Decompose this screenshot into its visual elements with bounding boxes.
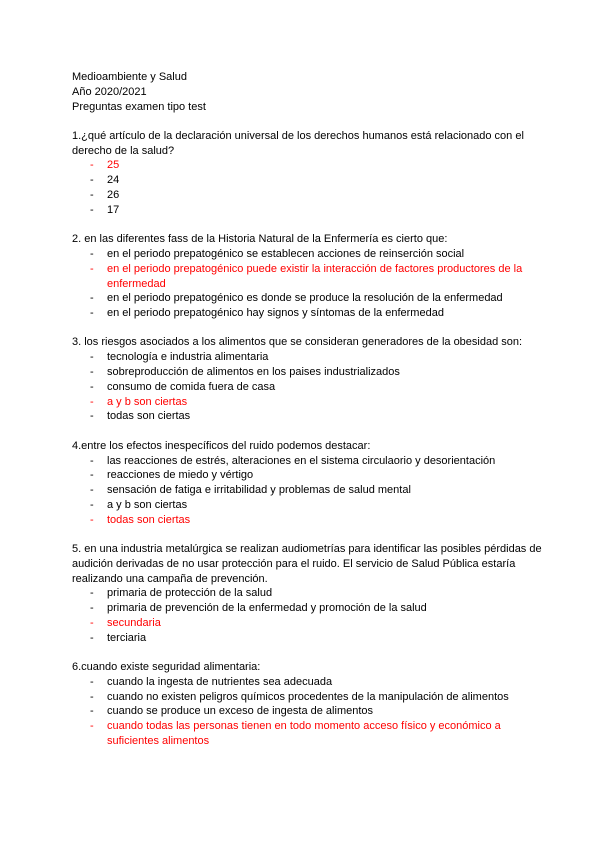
answer-option: - reacciones de miedo y vértigo bbox=[72, 468, 542, 483]
answer-options bbox=[72, 675, 542, 749]
question-block bbox=[72, 439, 542, 528]
answer-options bbox=[72, 247, 542, 321]
answer-options bbox=[72, 158, 542, 217]
answer-option: - 26 bbox=[72, 188, 542, 203]
answer-option-correct: - todas son ciertas bbox=[72, 513, 542, 528]
question-text: 2. en las diferentes fass de la Historia Natural de la Enfermería es cierto que: bbox=[72, 233, 448, 246]
answer-option: - cuando no existen peligros químicos procedentes de la manipulación de alimentos bbox=[72, 690, 542, 705]
question-text: 3. los riesgos asociados a los alimentos que se consideran generadores de la obesidad son: bbox=[72, 336, 523, 349]
answer-option: - primaria de protección de la salud bbox=[72, 586, 542, 601]
answer-option: - cuando se produce un exceso de ingesta de alimentos bbox=[72, 704, 542, 719]
answer-options bbox=[72, 586, 542, 645]
question-block bbox=[72, 232, 542, 321]
course-title: Medioambiente y Salud bbox=[72, 71, 187, 83]
answer-option: - 17 bbox=[72, 203, 542, 218]
answer-option: - las reacciones de estrés, alteraciones en el sistema circulaorio y desorientación bbox=[72, 454, 542, 469]
answer-option-correct: - 25 bbox=[72, 158, 542, 173]
question-list bbox=[72, 129, 542, 749]
answer-option: - en el periodo prepatogénico hay signos y síntomas de la enfermedad bbox=[72, 306, 542, 321]
question-block bbox=[72, 335, 542, 424]
answer-option: - primaria de prevención de la enfermedad y promoción de la salud bbox=[72, 601, 542, 616]
question-block bbox=[72, 542, 542, 646]
answer-option: - en el periodo prepatogénico es donde se produce la resolución de la enfermedad bbox=[72, 291, 542, 306]
answer-option: - tecnología e industria alimentaria bbox=[72, 350, 542, 365]
answer-option-correct: - cuando todas las personas tienen en todo momento acceso físico y económico a suficientes alimentos bbox=[72, 719, 542, 749]
academic-year: Año 2020/2021 bbox=[72, 85, 147, 98]
answer-option: - cuando la ingesta de nutrientes sea adecuada bbox=[72, 675, 542, 690]
answer-option: - consumo de comida fuera de casa bbox=[72, 380, 542, 395]
answer-option-correct: - secundaria bbox=[72, 616, 542, 631]
answer-option: - sensación de fatiga e irritabilidad y problemas de salud mental bbox=[72, 483, 542, 498]
answer-options bbox=[72, 350, 542, 424]
question-text: 5. en una industria metalúrgica se realizan audiometrías para identificar las posibles pérdidas de audición derivadas de no usar protección para el ruido. El servicio de Salud Pública estaría realizando una campaña de prevención. bbox=[72, 543, 542, 585]
answer-option: - sobreproducción de alimentos en los paises industrializados bbox=[72, 365, 542, 380]
question-text: 6.cuando existe seguridad alimentaria: bbox=[72, 661, 261, 674]
document-subtitle: Preguntas examen tipo test bbox=[72, 100, 206, 113]
answer-option: - en el periodo prepatogénico se establecen acciones de reinserción social bbox=[72, 247, 542, 262]
question-text: 4.entre los efectos inespecíficos del ruido podemos destacar: bbox=[72, 439, 371, 452]
question-block bbox=[72, 129, 542, 218]
answer-option: - todas son ciertas bbox=[72, 409, 542, 424]
answer-option: - 24 bbox=[72, 173, 542, 188]
answer-option: - a y b son ciertas bbox=[72, 498, 542, 513]
answer-options bbox=[72, 454, 542, 528]
document-header bbox=[72, 70, 542, 114]
answer-option-correct: - a y b son ciertas bbox=[72, 395, 542, 410]
answer-option-correct: - en el periodo prepatogénico puede existir la interacción de factores productores de la enfermedad bbox=[72, 262, 542, 292]
question-text: 1.¿qué artículo de la declaración universal de los derechos humanos está relacionado con el derecho de la salud? bbox=[72, 129, 524, 157]
answer-option: - terciaria bbox=[72, 631, 542, 646]
question-block bbox=[72, 660, 542, 749]
document-page bbox=[72, 70, 542, 749]
